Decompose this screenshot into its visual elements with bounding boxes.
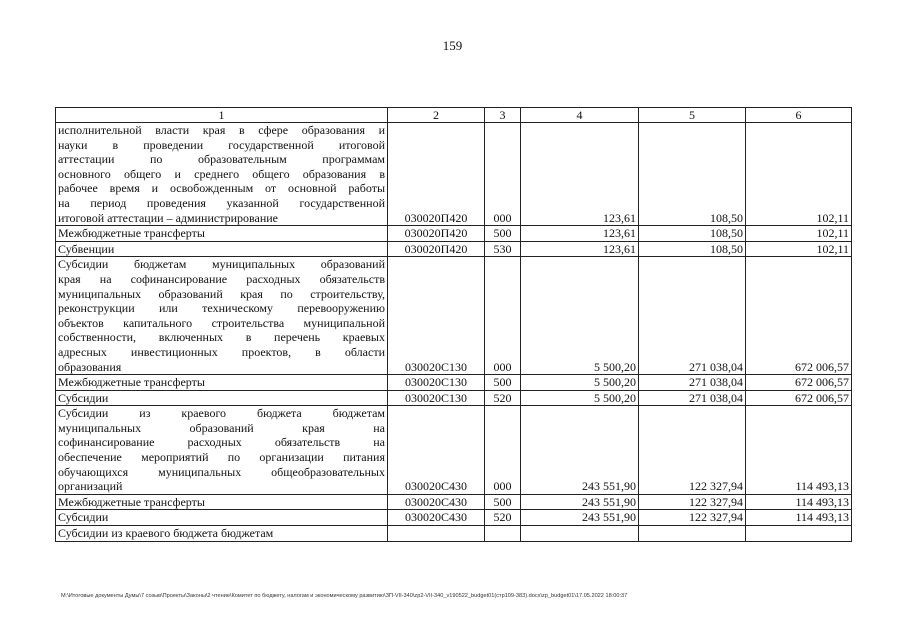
amount-year1-cell: 123,61: [521, 241, 639, 257]
column-header-3: 3: [485, 108, 521, 123]
description-line: реконструкции или техническому перевооружению: [58, 301, 385, 316]
target-code-cell: [388, 526, 485, 542]
description-line: исполнительной власти края в сфере образования и: [58, 123, 385, 137]
amount-year2-cell: 108,50: [639, 226, 746, 242]
description-line: науки в проведении государственной итоговой: [58, 137, 385, 152]
amount-year3-cell: 102,11: [746, 226, 852, 242]
page-number: 159: [442, 38, 463, 53]
row-description: [56, 494, 388, 510]
description-line: рабочее время и освобожденным от основной работы: [58, 181, 385, 196]
amount-year2-cell: 122 327,94: [639, 494, 746, 510]
target-code-cell: 030020С430: [388, 510, 485, 526]
expense-type-cell: 530: [485, 241, 521, 257]
table-row: [56, 241, 852, 257]
description-line: собственности, включенных в перечень краевых: [58, 330, 385, 345]
amount-year1-cell: 123,61: [521, 226, 639, 242]
file-path-footer: M:\Итоговые документы Думы\7 созыв\Проекты\Законы\2 чтение\Комитет по бюджету, налогам и экономическому развитию\ЗП-VII-340\zp2-VII-340_v190522_budget01(стр109-383).docx\zp_budget01\17.05.2022 18:00:37: [61, 593, 628, 599]
row-description: [56, 375, 388, 391]
column-header-4: 4: [521, 108, 639, 123]
description-line: Субсидии бюджетам муниципальных образований: [58, 257, 385, 272]
expense-type-cell: 520: [485, 510, 521, 526]
budget-table: [55, 107, 852, 542]
amount-year3-cell: 672 006,57: [746, 390, 852, 406]
amount-year1-cell: 243 551,90: [521, 406, 639, 495]
table-body: [56, 108, 852, 542]
amount-year3-cell: 672 006,57: [746, 375, 852, 391]
description-line: образования: [58, 359, 122, 374]
amount-year3-cell: 114 493,13: [746, 510, 852, 526]
expense-type-cell: 500: [485, 375, 521, 391]
amount-year3-cell: 114 493,13: [746, 494, 852, 510]
column-header-1: 1: [56, 108, 388, 123]
target-code-cell: 030020С430: [388, 494, 485, 510]
target-code-cell: 030020П420: [388, 226, 485, 242]
description-line: края на софинансирование расходных обязательств: [58, 271, 385, 286]
description-line: софинансирование расходных обязательств на: [58, 435, 385, 450]
amount-year1-cell: 243 551,90: [521, 494, 639, 510]
amount-year2-cell: 122 327,94: [639, 406, 746, 495]
expense-type-cell: 500: [485, 494, 521, 510]
amount-year2-cell: 271 038,04: [639, 390, 746, 406]
amount-year3-cell: 672 006,57: [746, 257, 852, 375]
column-header-2: 2: [388, 108, 485, 123]
description-line: муниципальных образований края по строительству,: [58, 286, 385, 301]
description-line: итоговой аттестации – администрирование: [58, 210, 279, 225]
row-description: [56, 390, 388, 406]
target-code-cell: 030020С130: [388, 375, 485, 391]
description-line: Субсидии: [58, 510, 109, 525]
target-code-cell: 030020С130: [388, 257, 485, 375]
row-description: [56, 526, 388, 542]
target-code-cell: 030020П420: [388, 241, 485, 257]
column-header-5: 5: [639, 108, 746, 123]
expense-type-cell: 520: [485, 390, 521, 406]
description-line: Субсидии из краевого бюджета бюджетам: [58, 406, 385, 421]
table-row: [56, 226, 852, 242]
description-line: Субсидии из краевого бюджета бюджетам: [58, 526, 274, 541]
description-line: организаций: [58, 479, 123, 494]
amount-year1-cell: 243 551,90: [521, 510, 639, 526]
amount-year3-cell: 102,11: [746, 123, 852, 226]
amount-year2-cell: 108,50: [639, 123, 746, 226]
row-description: [56, 123, 388, 226]
amount-year2-cell: 271 038,04: [639, 375, 746, 391]
expense-type-cell: [485, 526, 521, 542]
description-line: обучающихся муниципальных общеобразовательных: [58, 464, 385, 479]
table-row: [56, 257, 852, 375]
amount-year3-cell: 102,11: [746, 241, 852, 257]
row-description: [56, 241, 388, 257]
amount-year1-cell: [521, 526, 639, 542]
row-description: [56, 406, 388, 495]
description-line: Субсидии: [58, 390, 109, 405]
header-row: [56, 108, 852, 123]
description-line: Межбюджетные трансферты: [58, 494, 205, 509]
target-code-cell: 030020С430: [388, 406, 485, 495]
description-line: Субвенции: [58, 241, 115, 256]
description-line: аттестации по образовательным программам: [58, 152, 385, 167]
description-line: муниципальных образований края на: [58, 420, 385, 435]
amount-year1-cell: 123,61: [521, 123, 639, 226]
description-line: Межбюджетные трансферты: [58, 226, 205, 241]
target-code-cell: 030020С130: [388, 390, 485, 406]
table-row: [56, 375, 852, 391]
amount-year1-cell: 5 500,20: [521, 257, 639, 375]
expense-type-cell: 000: [485, 406, 521, 495]
amount-year2-cell: [639, 526, 746, 542]
amount-year1-cell: 5 500,20: [521, 390, 639, 406]
row-description: [56, 510, 388, 526]
description-line: Межбюджетные трансферты: [58, 375, 205, 390]
amount-year2-cell: 271 038,04: [639, 257, 746, 375]
expense-type-cell: 000: [485, 257, 521, 375]
amount-year3-cell: [746, 526, 852, 542]
table-row: [56, 123, 852, 226]
description-line: обеспечение мероприятий по организации питания: [58, 450, 385, 465]
amount-year2-cell: 122 327,94: [639, 510, 746, 526]
table-row: [56, 494, 852, 510]
expense-type-cell: 000: [485, 123, 521, 226]
amount-year1-cell: 5 500,20: [521, 375, 639, 391]
description-line: на период проведения указанной государственной: [58, 195, 385, 210]
description-line: объектов капитального строительства муниципальной: [58, 315, 385, 330]
row-description: [56, 257, 388, 375]
row-description: [56, 226, 388, 242]
amount-year3-cell: 114 493,13: [746, 406, 852, 495]
column-header-6: 6: [746, 108, 852, 123]
table-row: [56, 406, 852, 495]
description-line: адресных инвестиционных проектов, в области: [58, 344, 385, 359]
target-code-cell: 030020П420: [388, 123, 485, 226]
table-row: [56, 526, 852, 542]
description-line: основного общего и среднего общего образования в: [58, 166, 385, 181]
amount-year2-cell: 108,50: [639, 241, 746, 257]
table-row: [56, 390, 852, 406]
expense-type-cell: 500: [485, 226, 521, 242]
table-row: [56, 510, 852, 526]
